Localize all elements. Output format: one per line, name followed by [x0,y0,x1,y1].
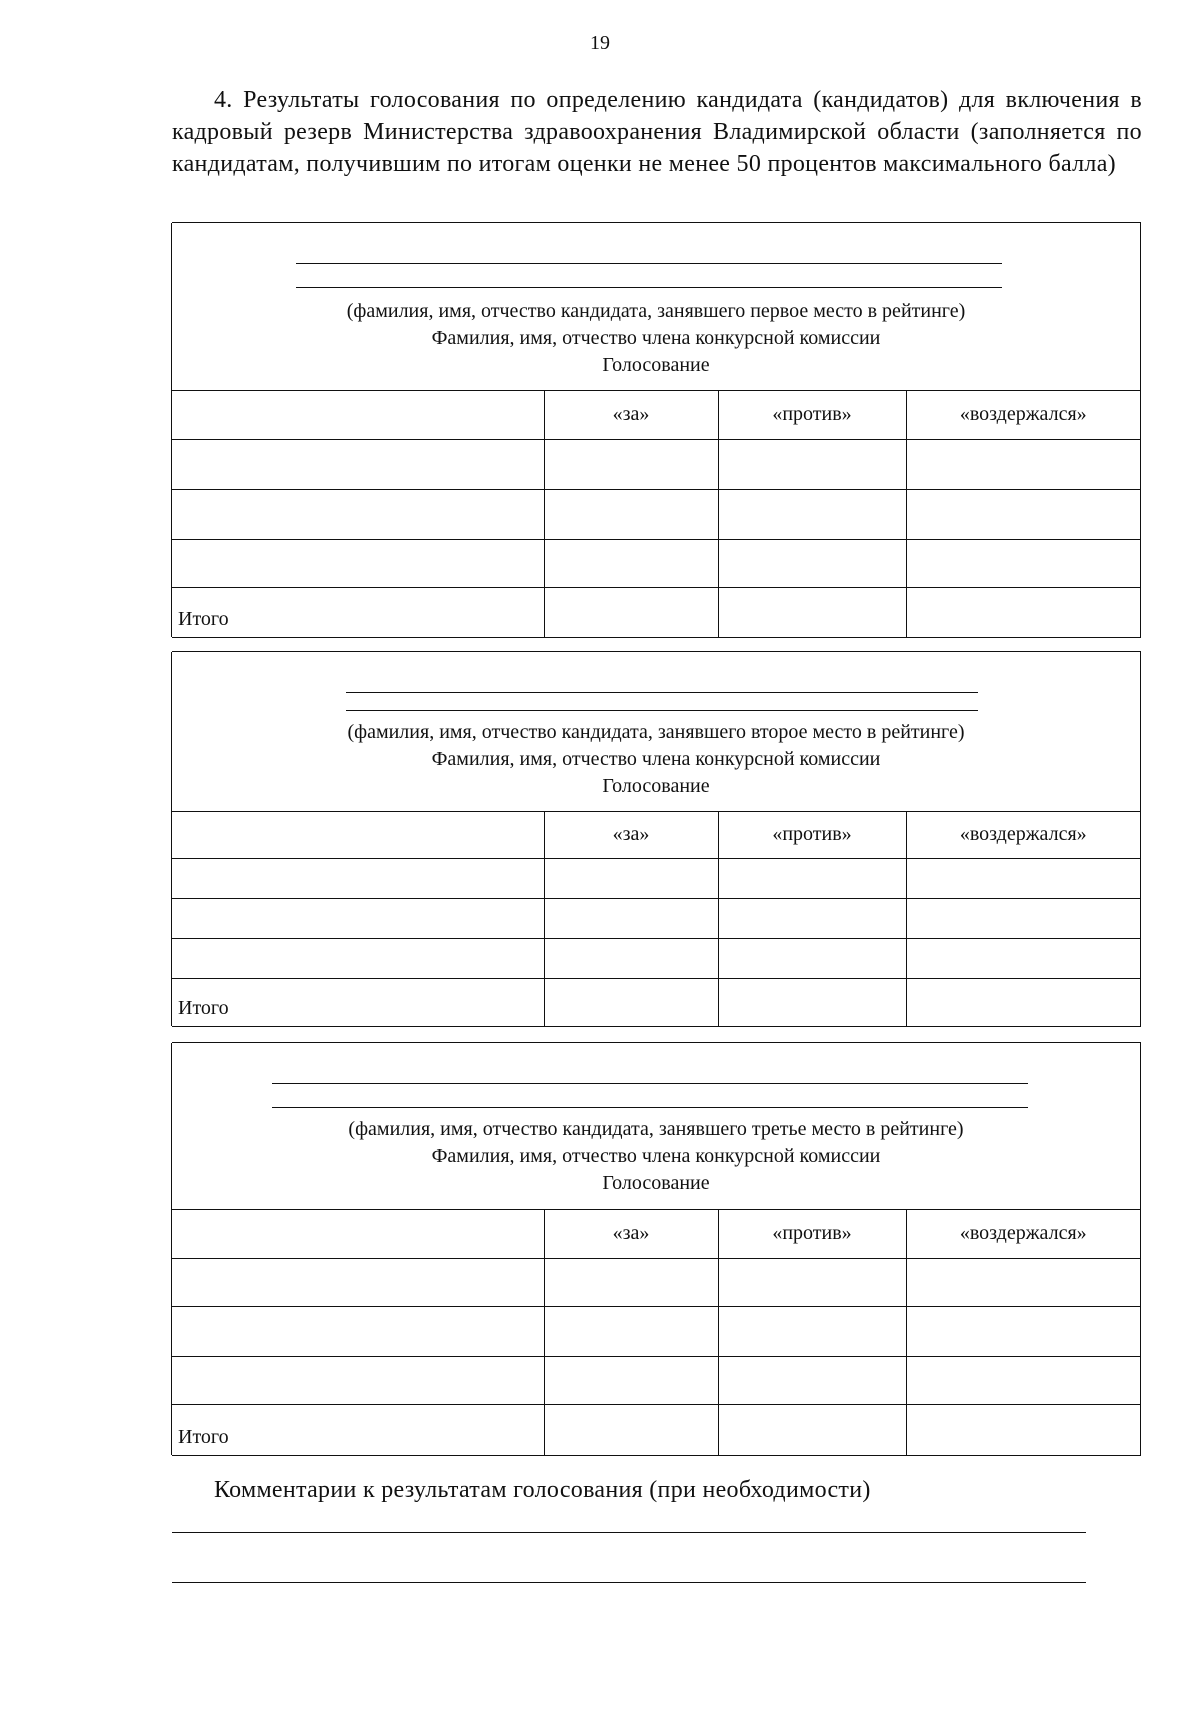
block-header [172,1043,1140,1210]
column-for: «за» [544,391,718,439]
member-name-cell[interactable] [172,1306,544,1356]
vote-abstained-cell[interactable] [906,439,1140,489]
column-for: «за» [544,812,718,858]
vote-against-cell[interactable] [718,489,906,539]
total-row [172,587,1140,637]
column-for: «за» [544,1210,718,1258]
total-against-cell[interactable] [718,978,906,1026]
vote-for-cell[interactable] [544,439,718,489]
total-for-cell[interactable] [544,587,718,637]
total-abstained-cell[interactable] [906,978,1140,1026]
vote-abstained-cell[interactable] [906,898,1140,938]
total-row [172,978,1140,1026]
total-label: Итого [172,1404,544,1455]
candidate-caption: (фамилия, имя, отчество кандидата, занявшего третье место в рейтинге) [348,1118,964,1140]
total-abstained-cell[interactable] [906,587,1140,637]
table-row [172,1356,1140,1404]
voting-block-first-place [172,222,1141,638]
vote-against-cell[interactable] [718,539,906,587]
voting-caption: Голосование [602,354,710,376]
column-abstained: «воздержался» [906,812,1140,858]
vote-abstained-cell[interactable] [906,1356,1140,1404]
vote-against-cell[interactable] [718,439,906,489]
candidate-caption: (фамилия, имя, отчество кандидата, занявшего первое место в рейтинге) [346,300,966,322]
comment-line[interactable] [172,1532,1086,1533]
total-row [172,1404,1140,1455]
member-name-cell[interactable] [172,938,544,978]
table-row [172,1258,1140,1306]
votes-table [172,1210,1140,1455]
total-label: Итого [172,587,544,637]
candidate-name-line[interactable] [296,263,1002,264]
candidate-name-line[interactable] [272,1107,1028,1108]
member-caption: Фамилия, имя, отчество члена конкурсной комиссии [431,748,881,770]
vote-abstained-cell[interactable] [906,1306,1140,1356]
votes-table [172,812,1140,1026]
table-row [172,938,1140,978]
table-row [172,1306,1140,1356]
vote-for-cell[interactable] [544,1306,718,1356]
vote-for-cell[interactable] [544,1356,718,1404]
member-name-cell[interactable] [172,1356,544,1404]
block-header [172,652,1140,812]
table-row [172,858,1140,898]
total-for-cell[interactable] [544,1404,718,1455]
table-row [172,489,1140,539]
vote-for-cell[interactable] [544,539,718,587]
vote-against-cell[interactable] [718,1306,906,1356]
voting-block-third-place [172,1042,1141,1456]
vote-for-cell[interactable] [544,938,718,978]
voting-caption: Голосование [602,1172,710,1194]
column-against: «против» [718,1210,906,1258]
candidate-name-line[interactable] [296,287,1002,288]
voting-caption: Голосование [602,775,710,797]
member-name-cell[interactable] [172,439,544,489]
column-against: «против» [718,391,906,439]
vote-against-cell[interactable] [718,1356,906,1404]
vote-abstained-cell[interactable] [906,938,1140,978]
candidate-name-line[interactable] [272,1083,1028,1084]
vote-abstained-cell[interactable] [906,858,1140,898]
candidate-name-line[interactable] [346,710,978,711]
vote-against-cell[interactable] [718,858,906,898]
candidate-caption: (фамилия, имя, отчество кандидата, занявшего второе место в рейтинге) [347,721,965,743]
total-for-cell[interactable] [544,978,718,1026]
table-row [172,898,1140,938]
comments-label: Комментарии к результатам голосования (при необходимости) [214,1477,871,1503]
total-against-cell[interactable] [718,1404,906,1455]
table-row [172,539,1140,587]
page-number: 19 [590,32,610,54]
column-abstained: «воздержался» [906,1210,1140,1258]
vote-against-cell[interactable] [718,898,906,938]
column-abstained: «воздержался» [906,391,1140,439]
block-header [172,223,1140,391]
total-label: Итого [172,978,544,1026]
section-intro: 4. Результаты голосования по определению кандидата (кандидатов) для включения в кадровый резерв Министерства здравоохранения Владимирской области (заполняется по кандидатам, получившим по итогам оценки не менее 50 процентов максимального балла) [172,87,1142,177]
voting-block-second-place [172,651,1141,1027]
total-against-cell[interactable] [718,587,906,637]
member-name-cell[interactable] [172,898,544,938]
candidate-name-line[interactable] [346,692,978,693]
member-name-cell[interactable] [172,858,544,898]
total-abstained-cell[interactable] [906,1404,1140,1455]
member-column-header [172,391,544,439]
member-caption: Фамилия, имя, отчество члена конкурсной комиссии [431,1145,881,1167]
vote-against-cell[interactable] [718,938,906,978]
vote-abstained-cell[interactable] [906,539,1140,587]
vote-for-cell[interactable] [544,489,718,539]
vote-abstained-cell[interactable] [906,1258,1140,1306]
table-row [172,439,1140,489]
member-caption: Фамилия, имя, отчество члена конкурсной комиссии [431,327,881,349]
comment-line[interactable] [172,1582,1086,1583]
vote-for-cell[interactable] [544,858,718,898]
member-name-cell[interactable] [172,539,544,587]
vote-against-cell[interactable] [718,1258,906,1306]
member-column-header [172,812,544,858]
vote-for-cell[interactable] [544,1258,718,1306]
member-column-header [172,1210,544,1258]
column-against: «против» [718,812,906,858]
votes-table [172,391,1140,637]
member-name-cell[interactable] [172,1258,544,1306]
member-name-cell[interactable] [172,489,544,539]
vote-for-cell[interactable] [544,898,718,938]
vote-abstained-cell[interactable] [906,489,1140,539]
